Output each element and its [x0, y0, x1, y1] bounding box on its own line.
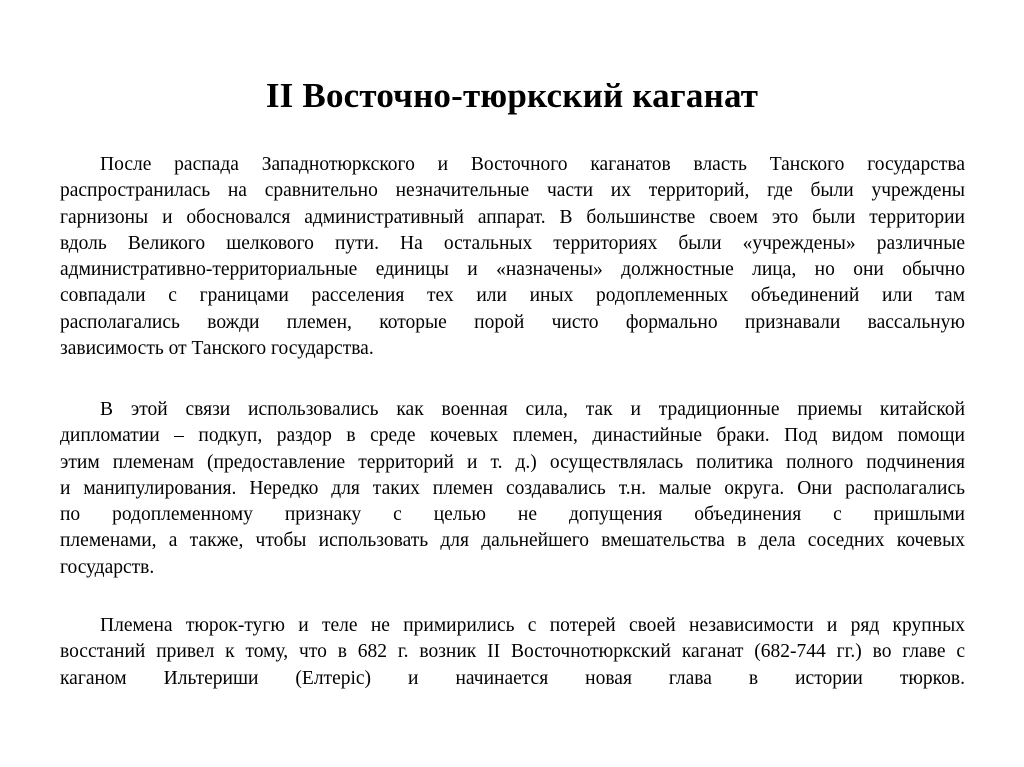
paragraph-1: [60, 152, 965, 362]
paragraph-3: [60, 613, 965, 692]
text-line: административно-территориальные единицы и «назначены» должностные лица, но они обычно: [60, 259, 965, 281]
text-line: Племена тюрок-тугю и теле не примирились с потерей своей независимости и ряд крупных: [100, 615, 965, 636]
text-line: гарнизоны и обосновался административный аппарат. В большинстве своем это были территории: [60, 206, 965, 228]
text-line: распространилась на сравнительно незначительные части их территорий, где были учреждены: [60, 180, 965, 202]
slide-title: II Восточно-тюркский каганат: [265, 76, 759, 115]
text-line: этим племенам (предоставление территорий и т. д.) осуществлялась политика полного подчинения: [60, 451, 965, 473]
text-line: После распада Западнотюркского и Восточного каганатов власть Танского государства: [100, 154, 965, 175]
text-line: племенами, а также, чтобы использовать для дальнейшего вмешательства в дела соседних кочевых: [60, 530, 965, 552]
text-line: совпадали с границами расселения тех или иных родоплеменных объединений или там: [60, 285, 965, 307]
text-line: каганом Ильтериши (Елтеріс) и начинается новая глава в истории тюрков.: [60, 667, 965, 689]
text-line: и манипулирования. Нередко для таких племен создавались т.н. малые округа. Они располагались: [60, 477, 965, 499]
text-line: располагались вожди племен, которые порой чисто формально признавали вассальную: [60, 311, 965, 333]
text-line: зависимость от Танского государства.: [60, 338, 374, 360]
paragraph-2: [60, 397, 965, 581]
text-line: восстаний привел к тому, что в 682 г. возник II Восточнотюркский каганат (682-744 гг.) во главе с: [60, 641, 965, 663]
text-line: В этой связи использовались как военная сила, так и традиционные приемы китайской: [100, 399, 965, 420]
text-line: государств.: [60, 556, 155, 578]
text-line: дипломатии – подкуп, раздор в среде кочевых племен, династийные браки. Под видом помощи: [60, 425, 965, 447]
text-line: по родоплеменному признаку с целью не допущения объединения с пришлыми: [60, 504, 965, 526]
text-line: вдоль Великого шелкового пути. На остальных территориях были «учреждены» различные: [60, 232, 965, 254]
